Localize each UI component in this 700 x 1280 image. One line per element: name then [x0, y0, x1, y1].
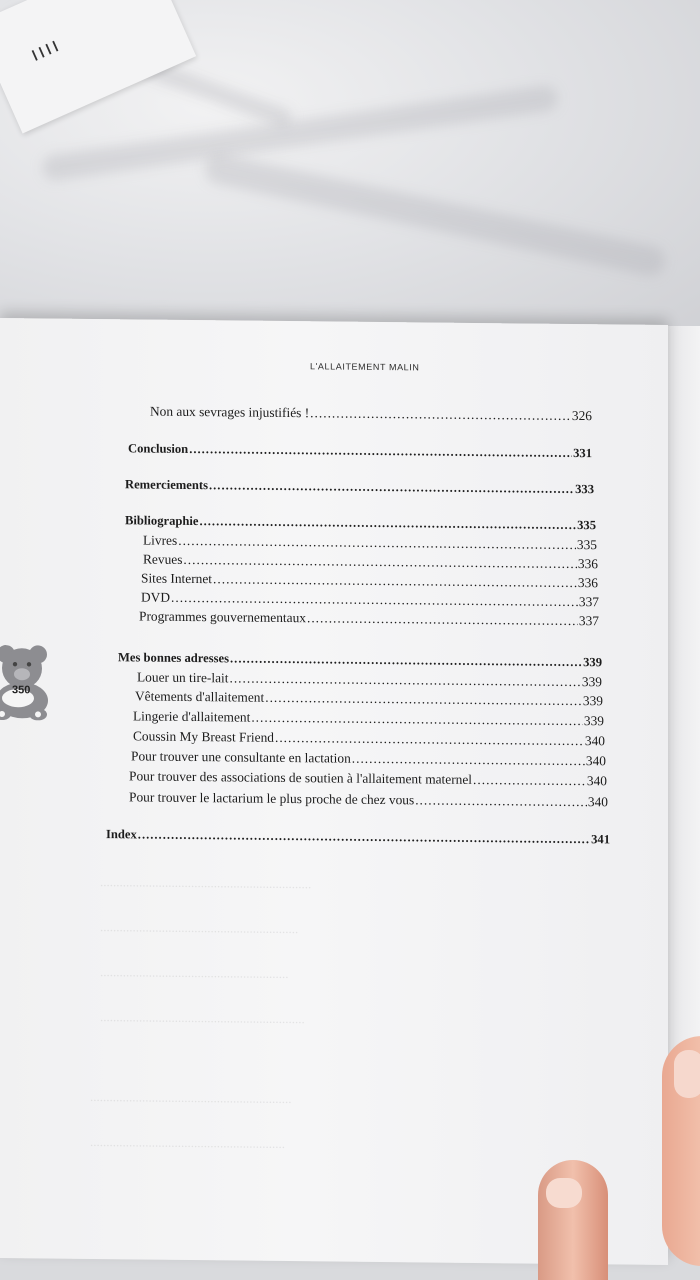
fingernail: [674, 1050, 700, 1098]
dot-leader: [213, 571, 577, 591]
dot-leader: [138, 827, 590, 847]
toc-entry-page: 337: [578, 594, 599, 610]
dot-leader: [265, 690, 582, 709]
dot-leader: [178, 533, 576, 553]
toc-entry-page: 339: [581, 674, 602, 690]
toc-entry-title: Index: [106, 827, 137, 842]
paper-marks: ıııı: [26, 31, 65, 67]
dot-leader: [307, 610, 578, 629]
toc-entry-title: Revues: [143, 551, 183, 567]
toc-entry: [129, 789, 608, 810]
dot-leader: [199, 514, 576, 533]
toc-entry: [106, 827, 610, 847]
show-through-text: ...............................................................: [100, 1009, 305, 1027]
dot-leader: [473, 772, 586, 789]
toc-entry: [143, 532, 597, 553]
table-of-contents: [0, 318, 668, 1265]
toc-entry-title: Conclusion: [128, 441, 189, 456]
show-through-text: .................................................................: [100, 874, 312, 892]
toc-entry-page: 336: [577, 575, 598, 591]
toc-entry-title: Pour trouver une consultante en lactation: [131, 748, 351, 766]
toc-entry: [135, 688, 603, 709]
toc-entry-title: Pour trouver le lactarium le plus proche de chez vous: [129, 789, 415, 808]
toc-entry-page: 335: [577, 518, 596, 533]
toc-entry-page: 340: [587, 794, 608, 810]
dot-leader: [189, 442, 572, 461]
running-head: L'ALLAITEMENT MALIN: [310, 361, 420, 373]
show-through-text: ..............................................................: [90, 1088, 292, 1107]
toc-entry-page: 339: [583, 655, 602, 670]
toc-entry: [118, 650, 602, 670]
toc-entry-page: 331: [573, 446, 592, 461]
toc-entry-title: Louer un tire-lait: [137, 669, 229, 686]
toc-entry-page: 339: [582, 693, 603, 709]
toc-entry: [133, 728, 605, 749]
toc-entry: [143, 551, 598, 572]
toc-entry: [128, 441, 592, 461]
toc-entry-page: 339: [583, 713, 604, 729]
toc-entry-title: Livres: [143, 532, 178, 548]
toc-entry: [150, 404, 592, 425]
dot-leader: [229, 670, 580, 690]
toc-entry-title: DVD: [141, 589, 171, 605]
toc-entry-page: 326: [571, 407, 592, 424]
fabric-fold: [202, 151, 668, 278]
toc-entry: [133, 708, 604, 729]
page-number: 350: [12, 684, 31, 697]
fabric-fold: [41, 84, 560, 182]
toc-entry: [125, 513, 596, 533]
toc-entry-title: Coussin My Breast Friend: [133, 728, 274, 745]
toc-entry: [139, 608, 599, 629]
dot-leader: [275, 730, 584, 749]
toc-entry: [129, 768, 607, 789]
book-page: [0, 318, 668, 1265]
toc-entry-title: Lingerie d'allaitement: [133, 708, 251, 725]
toc-entry-page: 337: [578, 613, 599, 629]
toc-entry-page: 335: [576, 537, 597, 553]
toc-entry-title: Programmes gouvernementaux: [139, 608, 306, 626]
finger: [538, 1160, 608, 1280]
toc-entry-page: 340: [584, 733, 605, 749]
finger: [662, 1036, 700, 1266]
show-through-text: ..........................................................: [100, 964, 289, 982]
toc-entry-page: 333: [575, 482, 594, 497]
dot-leader: [209, 478, 574, 497]
toc-entry-title: Sites Internet: [141, 570, 213, 587]
toc-entry-title: Non aux sevrages injustifiés !: [150, 403, 310, 421]
toc-entry-page: 341: [591, 832, 610, 847]
teddy-bear-icon: [0, 640, 64, 721]
dot-leader: [415, 792, 587, 810]
dot-leader: [352, 751, 585, 769]
toc-entry-title: Pour trouver des associations de soutien à l'allaitement maternel: [129, 768, 473, 787]
toc-entry: [131, 748, 606, 769]
toc-entry-title: Vêtements d'allaitement: [135, 688, 265, 705]
toc-entry-title: Bibliographie: [125, 513, 199, 529]
toc-entry: [125, 477, 594, 497]
dot-leader: [251, 710, 583, 729]
dot-leader: [183, 552, 576, 572]
toc-entry: [141, 570, 598, 591]
toc-entry: [137, 669, 602, 690]
toc-entry-title: Remerciements: [125, 477, 208, 493]
fingernail: [546, 1178, 582, 1208]
show-through-text: .............................................................: [100, 919, 299, 937]
dot-leader: [310, 405, 571, 424]
toc-entry-title: Mes bonnes adresses: [118, 650, 230, 666]
toc-entry-page: 340: [585, 753, 606, 769]
toc-entry-page: 336: [577, 556, 598, 572]
dot-leader: [171, 590, 578, 610]
toc-entry: [141, 589, 599, 610]
dot-leader: [230, 651, 582, 670]
toc-entry-page: 340: [586, 773, 607, 789]
show-through-text: ............................................................: [90, 1133, 285, 1151]
